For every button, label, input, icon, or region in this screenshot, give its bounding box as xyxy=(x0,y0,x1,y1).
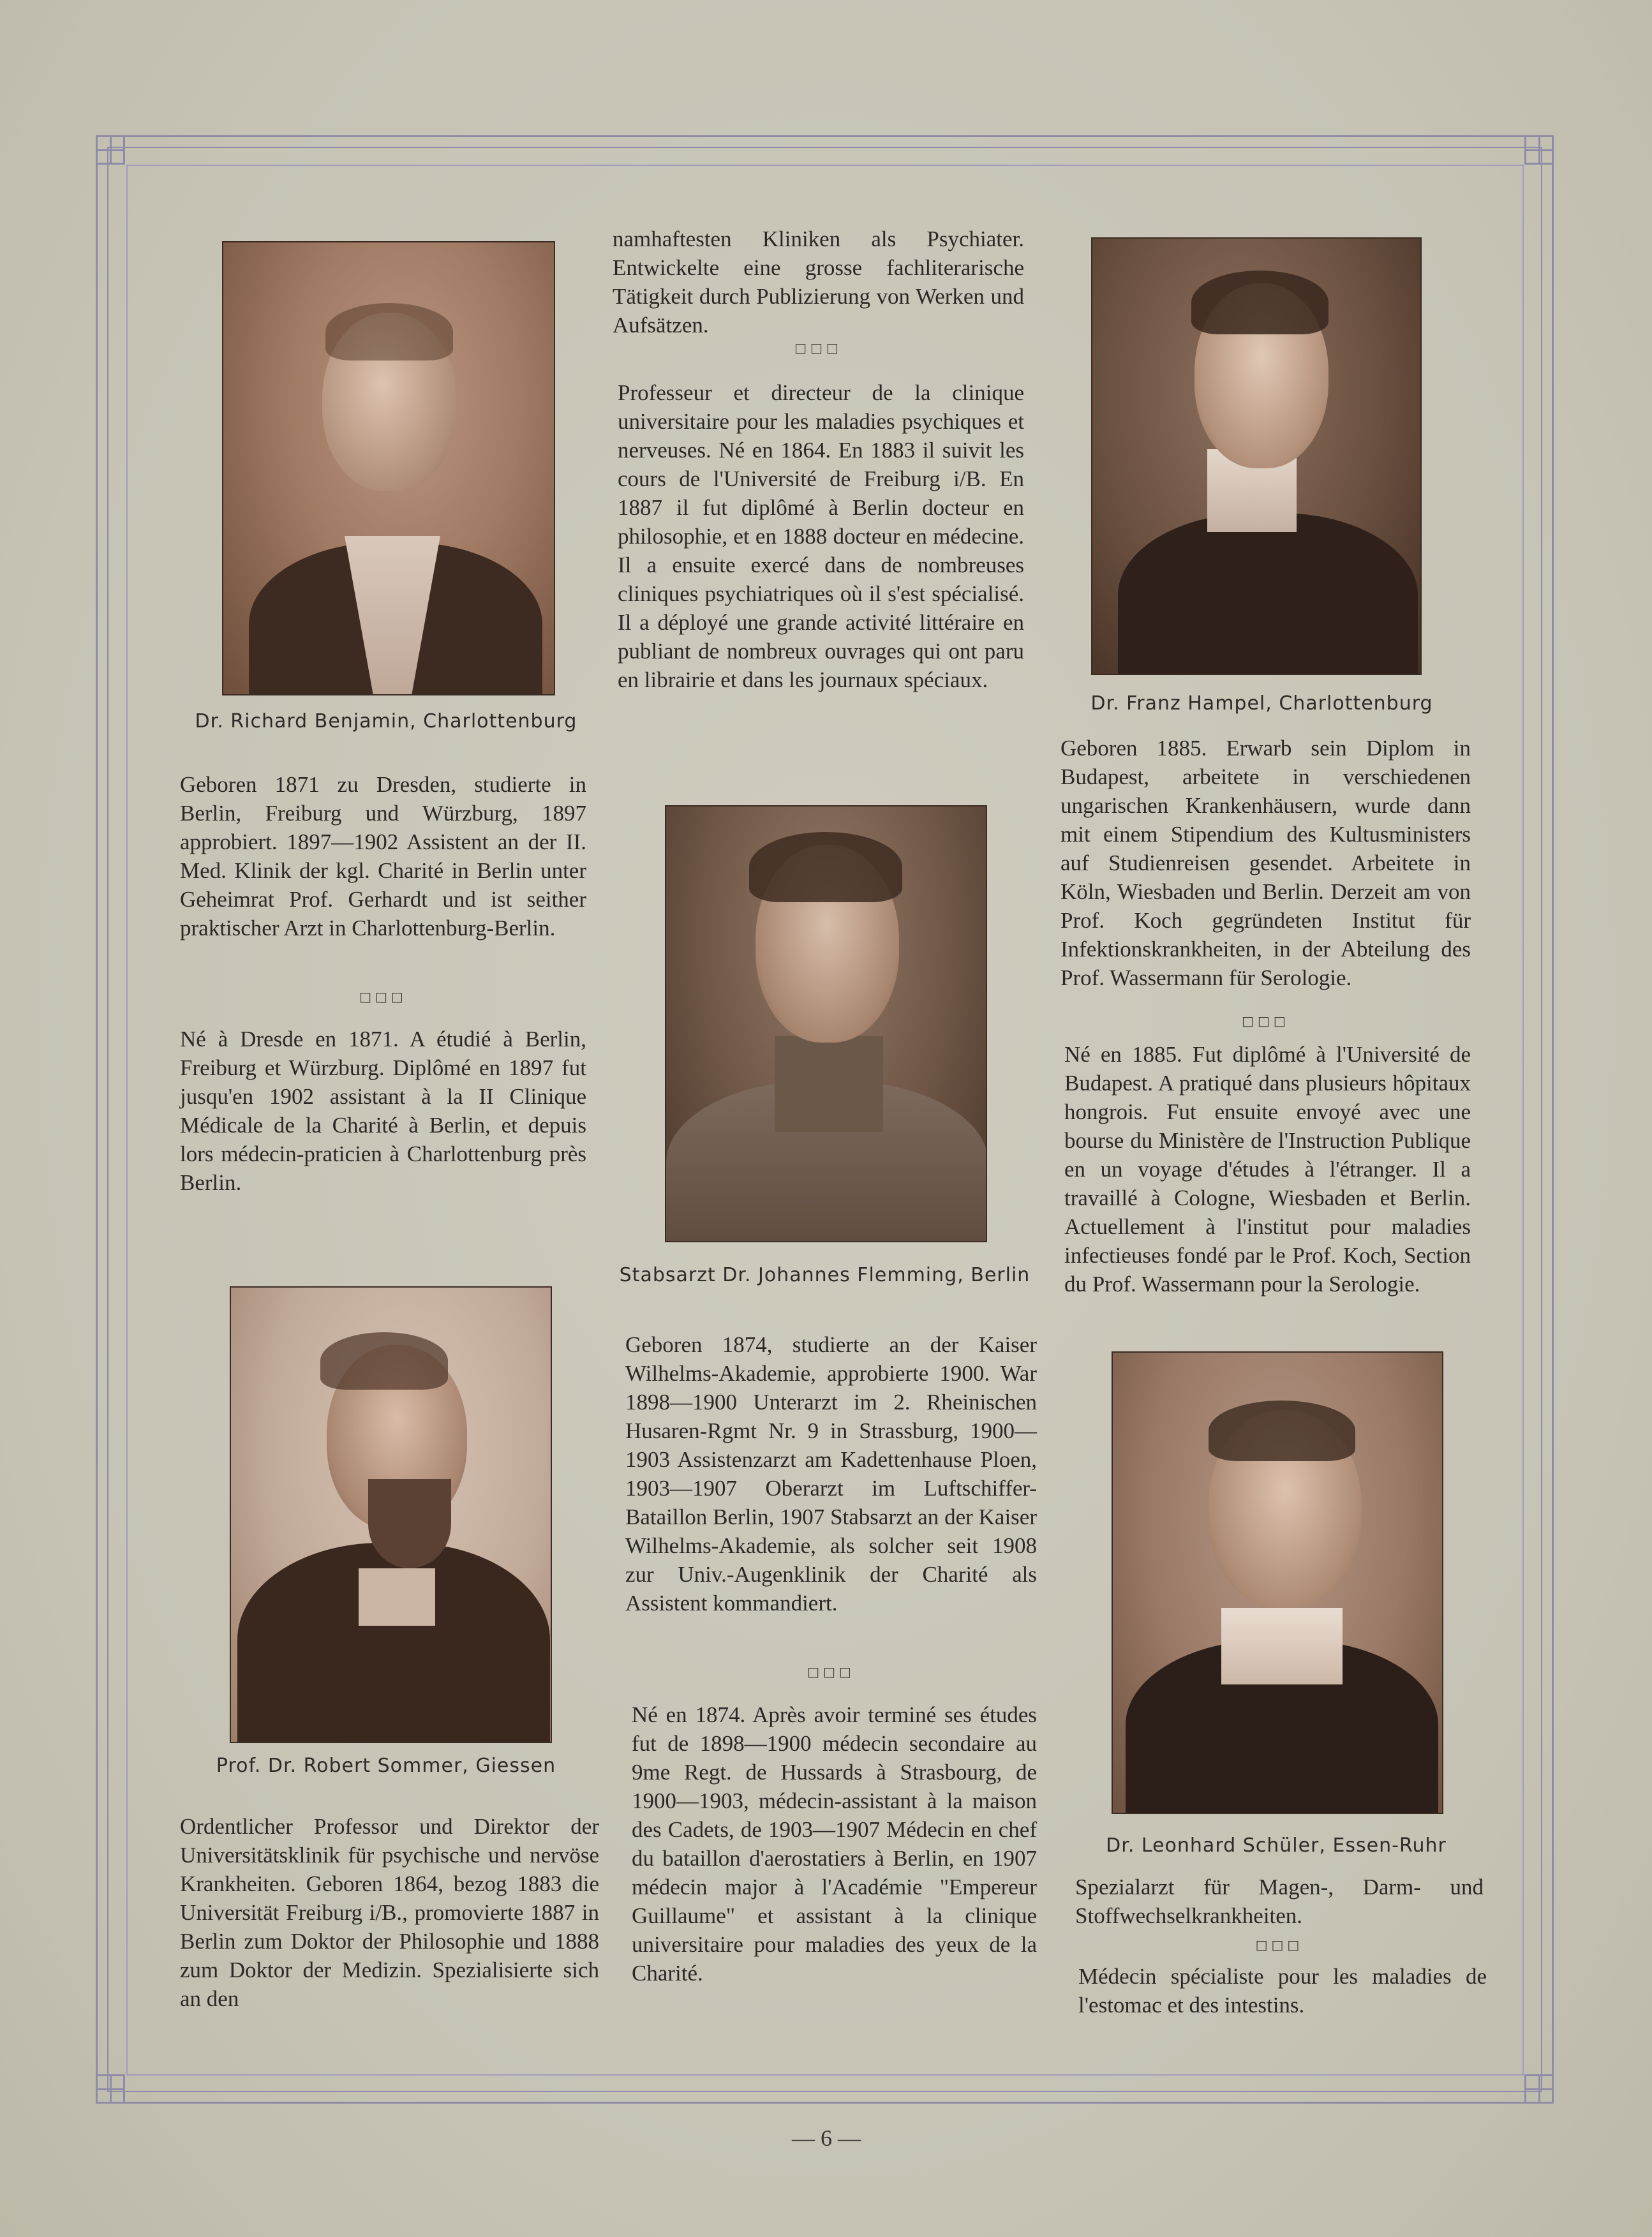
bio-german-benjamin: Geboren 1871 zu Dresden, studierte in Berlin, Freiburg und Würzburg, 1897 approbiert. 1897—1902 Assistent an der II. Med. Klinik der kgl. Charité in Berlin unter Geheimrat Prof. Gerhardt und ist seither praktischer Arzt in Charlottenburg-Berlin. xyxy=(180,772,586,940)
portrait-photo-hampel xyxy=(1091,237,1422,675)
corner-ornament-tr xyxy=(1524,135,1554,165)
bio-german-sommer: Ordentlicher Professor und Direktor der Universitätsklinik für psychische und nervöse Krankheiten. Geboren 1864, bezog 1883 die Universität Freiburg i/B., promovierte 1887 in Berlin zum Doktor der Philosophie und 1888 zum Doktor der Medizin. Spezialisierte sich an den xyxy=(180,1814,599,2011)
bio-french-schueler: Médecin spécialiste pour les maladies de l'estomac et des intestins. xyxy=(1078,1964,1487,2018)
bio-german-flemming: Geboren 1874, studierte an der Kaiser Wilhelms-Akademie, approbierte 1900. War 1898—1900 Unterarzt im 2. Rheinischen Husaren-Rgmt Nr. 9 in Strassburg, 1900—1903 Assistenzarzt am Kadettenhause Ploen, 1903—1907 Oberarzt im Luftschiffer-Bataillon Berlin, 1907 Stabsarzt an der Kaiser Wilhelms-Akademie, als solcher seit 1908 zur Univ.-Augenklinik der Charité als Assistent kommandiert. xyxy=(625,1332,1037,1616)
section-ornament-benjamin: □□□ xyxy=(359,989,407,1004)
portrait-photo-benjamin xyxy=(222,241,555,695)
bio-german-sommer-continued: namhaftesten Kliniken als Psychiater. Entwickelte eine grosse fachliterarische Tätigkeit durch Publizierung von Werken und Aufsätzen. xyxy=(613,227,1024,338)
page-number: — 6 — xyxy=(792,2125,861,2151)
caption-flemming: Stabsarzt Dr. Johannes Flemming, Berlin xyxy=(619,1264,1031,1286)
portrait-photo-schueler xyxy=(1112,1351,1443,1814)
portrait-photo-sommer xyxy=(230,1286,552,1743)
caption-schueler: Dr. Leonhard Schüler, Essen-Ruhr xyxy=(1106,1834,1447,1857)
bio-french-flemming: Né en 1874. Après avoir terminé ses études fut de 1898—1900 médecin secondaire au 9me Regt. de Hussards à Strasbourg, de 1900—1903, médecin-assistant à la maison des Cadets, de 1903—1907 Médecin en chef du bataillon d'aerostatiers à Berlin, en 1907 médecin major à l'Académie "Empereur Guillaume" et assistant à la clinique universitaire pour maladies des yeux de la Charité. xyxy=(632,1702,1037,1986)
corner-ornament-tl xyxy=(96,135,125,165)
caption-benjamin: Dr. Richard Benjamin, Charlottenburg xyxy=(195,710,577,732)
bio-french-benjamin: Né à Dresde en 1871. A étudié à Berlin, Freiburg et Würzburg. Diplômé en 1897 fut jusqu'en 1902 assistant à la II Clinique Médicale de la Charité à Berlin, et depuis lors médecin-praticien à Charlottenburg près Berlin. xyxy=(180,1027,586,1195)
section-ornament-sommer: □□□ xyxy=(794,340,842,355)
section-ornament-flemming: □□□ xyxy=(807,1664,855,1679)
bio-french-sommer: Professeur et directeur de la clinique universitaire pour les maladies psychiques et nerveuses. Né en 1864. En 1883 il suivit les cours de l'Université de Freiburg i/B. En 1887 il fut diplômé à Berlin docteur en philosophie, et en 1888 docteur en médecine. Il a ensuite exercé dans de nombreuses cliniques psychiatriques où il s'est spécialisé. Il a déployé une grande activité littéraire en publiant de nombreux ouvrages qui ont paru en librairie et dans les journaux spéciaux. xyxy=(618,380,1024,692)
section-ornament-hampel: □□□ xyxy=(1242,1013,1290,1029)
caption-sommer: Prof. Dr. Robert Sommer, Giessen xyxy=(216,1755,556,1777)
caption-hampel: Dr. Franz Hampel, Charlottenburg xyxy=(1090,692,1433,715)
bio-german-schueler: Spezialarzt für Magen-, Darm- und Stoffwechselkrankheiten. xyxy=(1075,1875,1484,1928)
section-ornament-schueler: □□□ xyxy=(1255,1937,1304,1952)
portrait-photo-flemming xyxy=(665,805,987,1242)
bio-german-hampel: Geboren 1885. Erwarb sein Diplom in Budapest, arbeitete in verschiedenen ungarischen Krankenhäusern, wurde dann mit einem Stipendium des Kultusministers auf Studienreisen gesendet. Arbeitete in Köln, Wiesbaden und Berlin. Derzeit am von Prof. Koch gegründeten Institut für Infektionskrankheiten, in der Abteilung des Prof. Wassermann für Serologie. xyxy=(1060,736,1471,990)
bio-french-hampel: Né en 1885. Fut diplômé à l'Université de Budapest. A pratiqué dans plusieurs hôpitaux hongrois. Fut ensuite envoyé avec une bourse du Ministère de l'Instruction Publique en un voyage d'études à l'étranger. Il a travaillé à Cologne, Wiesbaden et Berlin. Actuellement à l'institut pour maladies infectieuses fondé par le Prof. Koch, Section du Prof. Wassermann pour la Serologie. xyxy=(1064,1042,1471,1297)
corner-ornament-br xyxy=(1524,2074,1554,2104)
corner-ornament-bl xyxy=(96,2074,125,2104)
